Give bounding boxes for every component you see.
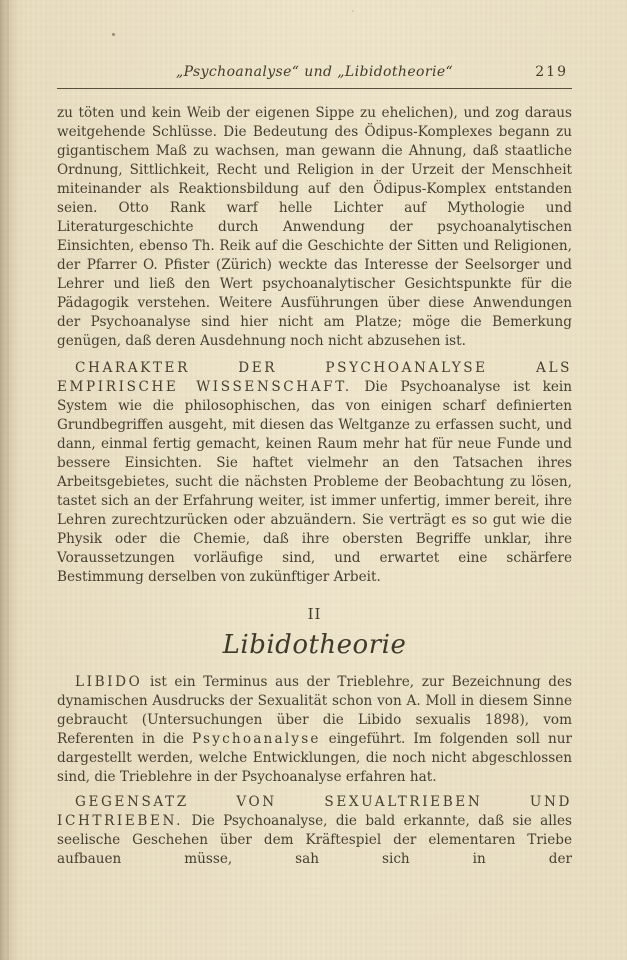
paragraph-text: zu töten und kein Weib der eigenen Sippe zu ehelichen), und zog daraus weitgehende Schlüsse. Die Bedeutung des Ödipus-Komplexes begann zu gigantischem Maß zu wachsen, man gewann die Ahnung, daß staatliche Ordnung, Sittlichkeit, Recht und Religion in der Urzeit der Menschheit miteinander als Reaktionsbildung auf den Ödipus-Komplex entstanden seien. Otto Rank warf helle Lichter auf Mythologie und Literaturgeschichte durch Anwendung der psychoanalytischen Einsichten, ebenso Th. Reik auf die Geschichte der Sitten und Religionen, der Pfarrer O. Pfister (Zürich) weckte das Interesse der Seelsorger und Lehrer und ließ den Wert psychoanalytischer Gesichtspunkte für die Pädagogik verstehen. Weitere Ausführungen über diese Anwendungen der Psychoanalyse sind hier nicht am Platze; möge die Bemerkung genügen, daß deren Ausdehnung noch nicht abzusehen ist. bbox=[57, 105, 572, 349]
running-header bbox=[57, 62, 572, 82]
paper-speck bbox=[112, 33, 115, 36]
chapter-number: II bbox=[307, 605, 322, 623]
paragraph-text: Die Psychoanalyse, die bald erkannte, daß sie alles seelische Geschehen über dem Kräftespiel der elementaren Triebe aufbauen müsse, sah sich in der bbox=[57, 813, 572, 867]
paragraph-charakter bbox=[57, 359, 572, 587]
running-title: „Psychoanalyse“ und „Libidotheorie“ bbox=[175, 64, 454, 80]
emphasized-word: Psychoanalyse bbox=[192, 731, 321, 747]
paragraph-continuation bbox=[57, 104, 572, 351]
paragraph-text: ist ein Terminus aus der Trieblehre, zur Bezeichnung des dynamischen Ausdrucks der Sexualität schon von A. Moll in diesem Sinne gebraucht (Untersuchungen über die Libido sexualis 1898), vom Referenten in die bbox=[57, 674, 572, 747]
paragraph-text: Die Psychoanalyse ist kein System wie die philosophischen, das von einigen scharf definierten Grundbegriffen ausgeht, mit diesen das Weltganze zu erfassen sucht, und dann, einmal fertig gemacht, keinen Raum mehr hat für neue Funde und bessere Einsichten. Sie haftet vielmehr an den Tatsachen ihres Arbeitsgebietes, sucht die nächsten Probleme der Beobachtung zu lösen, tastet sich an der Erfahrung weiter, ist immer unfertig, immer bereit, ihre Lehren zurechtzurücken oder abzuändern. Sie verträgt es so gut wie die Physik oder die Chemie, daß ihre obersten Begriffe unklar, ihre Voraussetzungen vorläufige sind, und erwartet eine schärfere Bestimmung derselben von zukünftiger Arbeit. bbox=[57, 379, 572, 585]
text-block bbox=[57, 62, 572, 869]
chapter-title: Libidotheorie bbox=[222, 630, 407, 660]
page-fold-line bbox=[7, 0, 9, 960]
inline-section-heading: GEGENSATZ VON SEXUALTRIEBEN UND ICHTRIEBEN. bbox=[57, 794, 572, 829]
page-number: 219 bbox=[535, 64, 568, 80]
header-rule bbox=[57, 88, 572, 89]
paragraph-libido bbox=[57, 673, 572, 787]
paragraph-gegensatz bbox=[57, 793, 572, 869]
inline-section-heading: CHARAKTER DER PSYCHOANALYSE ALS EMPIRISCHE WISSENSCHAFT. bbox=[57, 360, 572, 395]
inline-keyword: LIBIDO bbox=[75, 674, 143, 690]
page-left-edge-shadow bbox=[0, 0, 18, 960]
paper-speck bbox=[352, 10, 354, 12]
paragraph-text: eingeführt. Im folgenden soll nur dargestellt werden, welche Entwicklungen, die noch nicht abgeschlossen sind, die Trieblehre in der Psychoanalyse erfahren hat. bbox=[57, 731, 572, 785]
